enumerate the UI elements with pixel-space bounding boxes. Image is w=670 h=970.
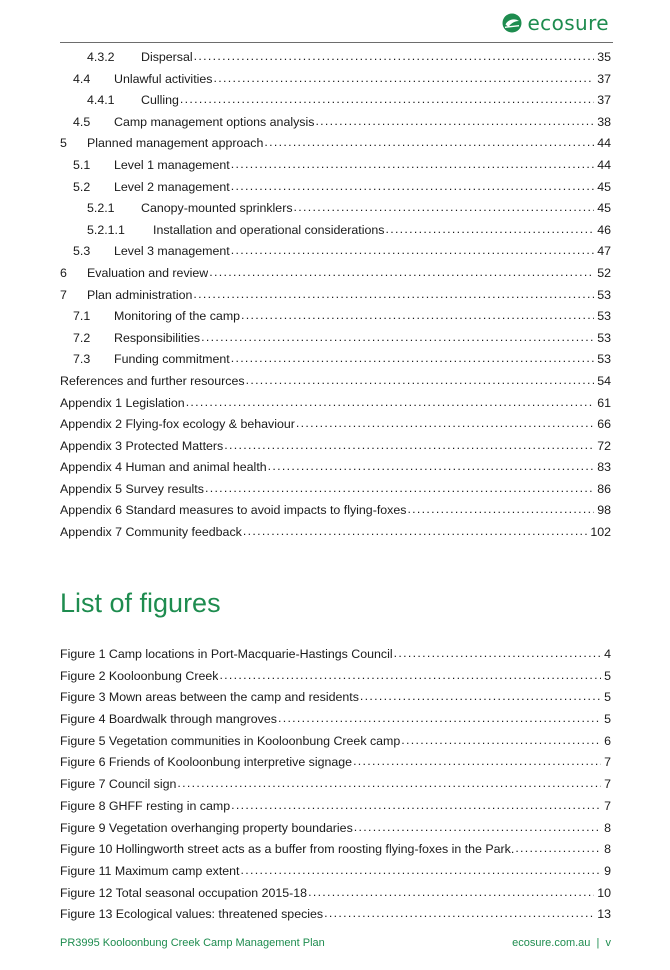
figure-entry-title: Figure 13 Ecological values: threatened species (60, 907, 324, 922)
toc-entry-page: 72 (597, 438, 611, 453)
figure-entry-title: Figure 8 GHFF resting in camp (60, 798, 231, 813)
dot-leader (296, 416, 594, 428)
toc-entry-page: 98 (597, 503, 611, 518)
toc-entry-title: Appendix 1 Legislation (60, 395, 185, 410)
toc-entry-title: Appendix 7 Community feedback (60, 525, 242, 540)
figure-entry-title: Figure 12 Total seasonal occupation 2015-18 (60, 885, 308, 900)
toc-entry-page: 46 (597, 222, 611, 237)
figure-entry[interactable] (60, 689, 611, 711)
toc-entry[interactable] (60, 395, 611, 417)
toc-entry-page: 102 (590, 525, 611, 540)
figure-entry-page: 8 (604, 820, 611, 835)
toc-entry-title: Monitoring of the camp (114, 309, 241, 324)
dot-leader (294, 200, 595, 212)
toc-entry-number: 5.3 (73, 244, 91, 259)
figure-entry[interactable] (60, 754, 611, 776)
toc-entry-number: 7.3 (73, 352, 91, 367)
table-of-contents (60, 49, 611, 546)
toc-entry[interactable] (60, 114, 611, 136)
figure-entry[interactable] (60, 820, 611, 842)
toc-entry-title: Installation and operational considerations (153, 222, 385, 237)
dot-leader (278, 711, 601, 723)
toc-entry[interactable] (60, 179, 611, 201)
toc-entry[interactable] (60, 157, 611, 179)
toc-entry-number: 5 (60, 136, 67, 151)
toc-entry-page: 66 (597, 417, 611, 432)
figure-entry-title: Figure 2 Kooloonbung Creek (60, 668, 219, 683)
toc-entry-page: 52 (597, 265, 611, 280)
toc-entry[interactable] (60, 351, 611, 373)
toc-entry-number: 6 (60, 265, 67, 280)
toc-entry-title: Appendix 4 Human and animal health (60, 460, 267, 475)
toc-entry[interactable] (60, 71, 611, 93)
dot-leader (407, 502, 594, 514)
toc-entry-number: 4.5 (73, 114, 91, 129)
toc-entry-page: 53 (597, 287, 611, 302)
toc-entry-title: Appendix 2 Flying-fox ecology & behaviour (60, 417, 295, 432)
figure-entry-title: Figure 9 Vegetation overhanging property boundaries (60, 820, 353, 835)
dot-leader (177, 776, 601, 788)
figure-entry-page: 6 (604, 733, 611, 748)
dot-leader (205, 481, 594, 493)
figure-entry[interactable] (60, 841, 611, 863)
toc-entry-title: References and further resources (60, 373, 245, 388)
toc-entry-page: 38 (597, 114, 611, 129)
figure-entry-page: 13 (597, 907, 611, 922)
toc-entry[interactable] (60, 308, 611, 330)
footer-document-title: PR3995 Kooloonbung Creek Camp Management Plan (60, 937, 325, 949)
dot-leader (243, 524, 587, 536)
dot-leader (201, 330, 594, 342)
toc-entry-page: 83 (597, 460, 611, 475)
toc-entry[interactable] (60, 502, 611, 524)
dot-leader (231, 243, 594, 255)
toc-entry-number: 4.4 (73, 71, 91, 86)
dot-leader (241, 308, 594, 320)
toc-entry-title: Unlawful activities (114, 71, 213, 86)
ecosure-logo (502, 13, 609, 33)
figure-entry-page: 8 (604, 842, 611, 857)
figure-entry-page: 5 (604, 712, 611, 727)
dot-leader (324, 906, 594, 918)
dot-leader (209, 265, 594, 277)
figure-entry-page: 5 (604, 690, 611, 705)
toc-entry-title: Level 1 management (114, 157, 230, 172)
toc-entry-title: Canopy-mounted sprinklers (141, 201, 293, 216)
toc-entry[interactable] (60, 265, 611, 287)
dot-leader (231, 798, 601, 810)
toc-entry[interactable] (60, 49, 611, 71)
toc-entry-page: 53 (597, 352, 611, 367)
toc-entry-page: 37 (597, 71, 611, 86)
figure-entry-page: 7 (604, 798, 611, 813)
toc-entry-number: 5.2 (73, 179, 91, 194)
dot-leader (401, 733, 601, 745)
toc-entry-page: 45 (597, 179, 611, 194)
toc-entry-number: 5.2.1 (87, 201, 115, 216)
toc-entry-title: Evaluation and review (87, 265, 209, 280)
toc-entry-title: Plan administration (87, 287, 193, 302)
dot-leader (385, 222, 594, 234)
list-of-figures (60, 646, 611, 928)
dot-leader (231, 351, 595, 363)
toc-entry-page: 37 (597, 93, 611, 108)
toc-entry[interactable] (60, 330, 611, 352)
dot-leader (194, 49, 595, 61)
toc-entry-page: 45 (597, 201, 611, 216)
toc-entry[interactable] (60, 481, 611, 503)
figure-entry-title: Figure 7 Council sign (60, 777, 177, 792)
figure-entry-title: Figure 11 Maximum camp extent (60, 863, 240, 878)
toc-entry-title: Dispersal (141, 50, 193, 64)
toc-entry-title: Appendix 3 Protected Matters (60, 438, 224, 453)
figure-entry-title: Figure 5 Vegetation communities in Kooloonbung Creek camp (60, 733, 401, 748)
figure-entry-title: Figure 4 Boardwalk through mangroves (60, 712, 277, 727)
figure-entry-page: 4 (604, 647, 611, 661)
toc-entry[interactable] (60, 200, 611, 222)
toc-entry-number: 4.3.2 (87, 50, 115, 64)
dot-leader (213, 71, 594, 83)
ecosure-leaf-icon (502, 13, 522, 33)
toc-entry-number: 7 (60, 287, 67, 302)
toc-entry-number: 7.1 (73, 309, 91, 324)
toc-entry-title: Level 3 management (114, 244, 230, 259)
toc-entry-title: Responsibilities (114, 330, 201, 345)
toc-entry-number: 5.2.1.1 (87, 222, 125, 237)
figure-entry-page: 5 (604, 668, 611, 683)
dot-leader (231, 179, 594, 191)
dot-leader (308, 885, 594, 897)
toc-entry[interactable] (60, 524, 611, 546)
figure-entry[interactable] (60, 885, 611, 907)
dot-leader (264, 135, 594, 147)
toc-entry[interactable] (60, 92, 611, 114)
figure-entry-page: 10 (597, 885, 611, 900)
toc-entry-title: Funding commitment (114, 352, 230, 367)
dot-leader (246, 373, 595, 385)
toc-entry[interactable] (60, 459, 611, 481)
dot-leader (360, 689, 601, 701)
figure-entry-page: 9 (604, 863, 611, 878)
toc-entry-page: 53 (597, 309, 611, 324)
dot-leader (353, 754, 601, 766)
toc-entry[interactable] (60, 438, 611, 460)
toc-entry-title: Appendix 5 Survey results (60, 481, 204, 496)
figure-entry-title: Figure 3 Mown areas between the camp and residents (60, 690, 359, 705)
dot-leader (394, 646, 601, 658)
figure-entry[interactable] (60, 646, 611, 668)
figure-entry-title: Figure 6 Friends of Kooloonbung interpretive signage (60, 755, 353, 770)
toc-entry-number: 5.1 (73, 157, 91, 172)
toc-entry-title: Camp management options analysis (114, 114, 315, 129)
toc-entry-number: 4.4.1 (87, 93, 115, 108)
toc-entry-page: 47 (597, 244, 611, 259)
figure-entry-title: Figure 1 Camp locations in Port-Macquarie-Hastings Council (60, 647, 393, 661)
toc-entry[interactable] (60, 135, 611, 157)
dot-leader (241, 863, 602, 875)
figure-entry[interactable] (60, 776, 611, 798)
figure-entry-page: 7 (604, 755, 611, 770)
dot-leader (193, 287, 594, 299)
figure-entry[interactable] (60, 798, 611, 820)
toc-entry-number: 7.2 (73, 330, 91, 345)
dot-leader (180, 92, 594, 104)
page-footer (60, 937, 611, 949)
toc-entry[interactable] (60, 243, 611, 265)
toc-entry-title: Planned management approach (87, 136, 264, 151)
figure-entry[interactable] (60, 733, 611, 755)
figure-entry[interactable] (60, 668, 611, 690)
dot-leader (186, 395, 595, 407)
logo-text: ecosure (527, 11, 609, 35)
toc-entry[interactable] (60, 373, 611, 395)
toc-entry-page: 61 (597, 395, 611, 410)
toc-entry-page: 53 (597, 330, 611, 345)
toc-entry-page: 35 (597, 50, 611, 64)
toc-entry[interactable] (60, 222, 611, 244)
figure-entry-page: 7 (604, 777, 611, 792)
dot-leader (268, 459, 595, 471)
figure-entry-title: Figure 10 Hollingworth street acts as a buffer from roosting flying-foxes in the Park. (60, 842, 515, 857)
toc-entry-page: 44 (597, 136, 611, 151)
toc-entry-page: 54 (597, 373, 611, 388)
dot-leader (231, 157, 594, 169)
dot-leader (219, 668, 601, 680)
toc-entry[interactable] (60, 287, 611, 309)
figure-entry[interactable] (60, 906, 611, 928)
toc-entry-page: 86 (597, 481, 611, 496)
toc-entry[interactable] (60, 416, 611, 438)
dot-leader (224, 438, 594, 450)
list-of-figures-heading: List of figures (60, 588, 221, 618)
toc-entry-title: Appendix 6 Standard measures to avoid impacts to flying-foxes (60, 503, 407, 518)
figure-entry[interactable] (60, 711, 611, 733)
dot-leader (315, 114, 594, 126)
toc-entry-title: Culling (141, 93, 179, 108)
dot-leader (354, 820, 601, 832)
figure-entry[interactable] (60, 863, 611, 885)
toc-entry-title: Level 2 management (114, 179, 230, 194)
footer-page-info: ecosure.com.au | v (512, 937, 611, 949)
dot-leader (515, 841, 601, 853)
toc-entry-page: 44 (597, 157, 611, 172)
page-header (60, 0, 613, 43)
